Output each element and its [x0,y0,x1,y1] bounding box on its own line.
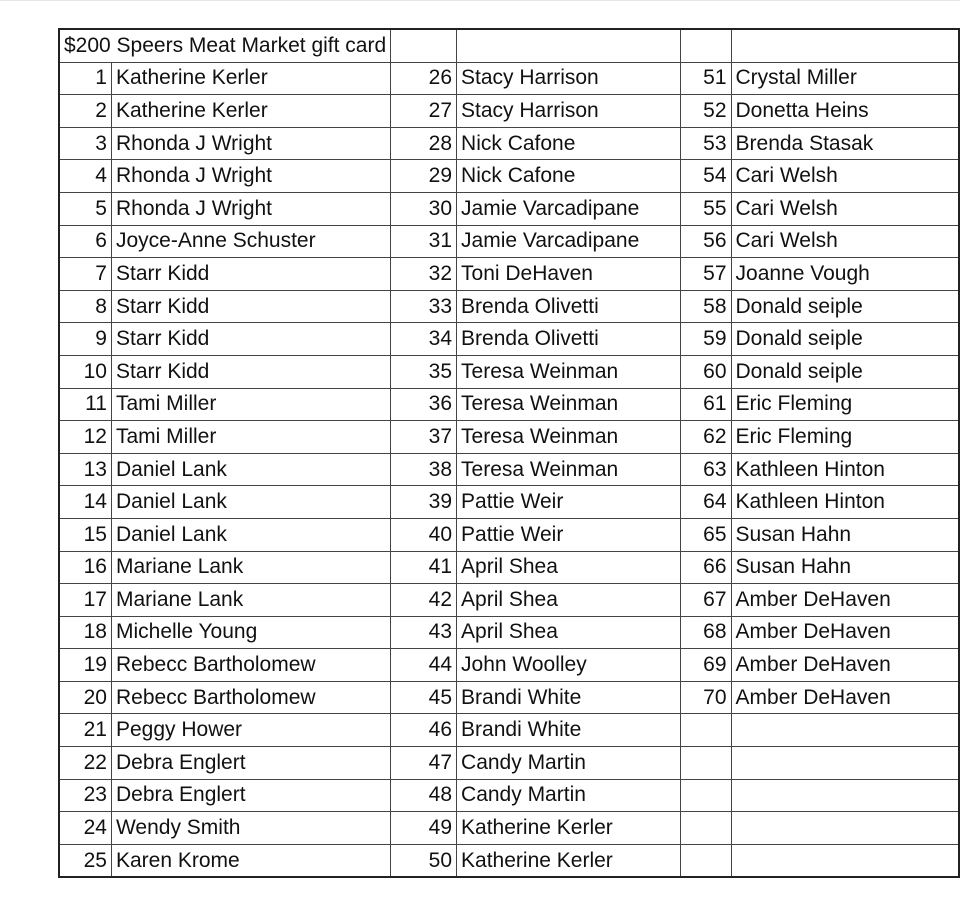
table-row [59,127,959,160]
entry-name: Brenda Olivetti [457,323,681,356]
entry-name: Kathleen Hinton [731,453,959,486]
entry-name: Joanne Vough [731,258,959,291]
empty-cell [680,779,731,812]
entry-number: 44 [391,649,457,682]
entry-number: 56 [680,225,731,258]
table-row [59,486,959,519]
entry-number: 52 [680,95,731,128]
entry-number: 12 [59,421,111,454]
entry-name: Amber DeHaven [731,649,959,682]
entry-number: 63 [680,453,731,486]
entry-number: 59 [680,323,731,356]
entry-number: 68 [680,616,731,649]
entry-number: 6 [59,225,111,258]
table-row [59,747,959,780]
entry-number: 43 [391,616,457,649]
entry-number: 39 [391,486,457,519]
entry-number: 66 [680,551,731,584]
entry-number: 36 [391,388,457,421]
entry-number: 40 [391,518,457,551]
table-row [59,812,959,845]
title-row [59,29,959,62]
table-row [59,551,959,584]
top-divider [0,0,960,1]
entry-name: Stacy Harrison [457,62,681,95]
entry-number: 51 [680,62,731,95]
entry-name: Teresa Weinman [457,388,681,421]
entry-number: 70 [680,681,731,714]
table-row [59,290,959,323]
entry-number: 57 [680,258,731,291]
table-row [59,518,959,551]
entry-number: 65 [680,518,731,551]
sheet-title: $200 Speers Meat Market gift card [59,29,391,62]
entry-name: Karen Krome [111,844,390,877]
table-row [59,62,959,95]
entry-name: Debra Englert [111,779,390,812]
entry-number: 31 [391,225,457,258]
table-row [59,714,959,747]
entry-number: 3 [59,127,111,160]
table-row [59,681,959,714]
entry-number: 27 [391,95,457,128]
entry-number: 2 [59,95,111,128]
entry-name: John Woolley [457,649,681,682]
entry-number: 55 [680,192,731,225]
entry-number: 58 [680,290,731,323]
entry-number: 62 [680,421,731,454]
entry-name: Tami Miller [111,388,390,421]
table-row [59,323,959,356]
empty-cell [680,714,731,747]
entry-name: Mariane Lank [111,551,390,584]
entry-name: Donetta Heins [731,95,959,128]
table-row [59,584,959,617]
entry-number: 10 [59,355,111,388]
entry-number: 46 [391,714,457,747]
entry-number: 32 [391,258,457,291]
entry-number: 26 [391,62,457,95]
entry-number: 11 [59,388,111,421]
entry-name: Cari Welsh [731,192,959,225]
entry-name: Stacy Harrison [457,95,681,128]
empty-cell [731,747,959,780]
entry-number: 61 [680,388,731,421]
entry-name: Cari Welsh [731,225,959,258]
entry-name: Teresa Weinman [457,421,681,454]
table-row [59,95,959,128]
entry-number: 18 [59,616,111,649]
entry-name: Pattie Weir [457,486,681,519]
entry-number: 42 [391,584,457,617]
table-row [59,355,959,388]
entry-name: Debra Englert [111,747,390,780]
entry-name: Starr Kidd [111,355,390,388]
entry-name: Starr Kidd [111,258,390,291]
empty-cell [457,29,681,62]
entry-number: 7 [59,258,111,291]
entry-name: Nick Cafone [457,127,681,160]
entry-name: Kathleen Hinton [731,486,959,519]
entry-name: Donald seiple [731,355,959,388]
entry-name: Pattie Weir [457,518,681,551]
entry-number: 67 [680,584,731,617]
entry-name: Starr Kidd [111,290,390,323]
entry-number: 24 [59,812,111,845]
empty-cell [680,812,731,845]
entry-name: April Shea [457,616,681,649]
entry-number: 23 [59,779,111,812]
entry-number: 25 [59,844,111,877]
gift-card-entry-sheet [58,28,960,878]
entry-name: Mariane Lank [111,584,390,617]
entry-name: Toni DeHaven [457,258,681,291]
entry-number: 9 [59,323,111,356]
entry-number: 54 [680,160,731,193]
entry-name: Teresa Weinman [457,355,681,388]
empty-cell [731,844,959,877]
entry-name: Michelle Young [111,616,390,649]
entry-name: Brandi White [457,714,681,747]
entry-name: Jamie Varcadipane [457,225,681,258]
empty-cell [731,812,959,845]
entry-number: 33 [391,290,457,323]
entry-name: Rhonda J Wright [111,160,390,193]
entry-name: Donald seiple [731,323,959,356]
entry-number: 37 [391,421,457,454]
table-row [59,258,959,291]
entry-number: 38 [391,453,457,486]
entry-name: Teresa Weinman [457,453,681,486]
entry-name: Crystal Miller [731,62,959,95]
entry-name: Rhonda J Wright [111,192,390,225]
entry-name: Daniel Lank [111,518,390,551]
entry-name: Donald seiple [731,290,959,323]
entry-name: Amber DeHaven [731,616,959,649]
entry-name: Rebecc Bartholomew [111,681,390,714]
entry-number: 35 [391,355,457,388]
entry-name: Katherine Kerler [457,812,681,845]
empty-cell [680,747,731,780]
entry-number: 34 [391,323,457,356]
entry-number: 53 [680,127,731,160]
entry-number: 29 [391,160,457,193]
entry-number: 15 [59,518,111,551]
entry-number: 28 [391,127,457,160]
entry-number: 30 [391,192,457,225]
entry-number: 20 [59,681,111,714]
table-row [59,388,959,421]
entry-name: Amber DeHaven [731,681,959,714]
entry-name: Susan Hahn [731,551,959,584]
entry-number: 19 [59,649,111,682]
entry-name: Jamie Varcadipane [457,192,681,225]
entry-number: 17 [59,584,111,617]
table-row [59,844,959,877]
entry-number: 22 [59,747,111,780]
entry-name: Katherine Kerler [457,844,681,877]
entry-number: 21 [59,714,111,747]
entry-number: 50 [391,844,457,877]
entry-name: Cari Welsh [731,160,959,193]
entry-name: Rebecc Bartholomew [111,649,390,682]
entry-name: Candy Martin [457,747,681,780]
table-row [59,649,959,682]
table-row [59,160,959,193]
entry-number: 14 [59,486,111,519]
entry-name: Nick Cafone [457,160,681,193]
empty-cell [680,844,731,877]
entry-number: 8 [59,290,111,323]
empty-cell [731,779,959,812]
empty-cell [731,714,959,747]
entry-name: Candy Martin [457,779,681,812]
entry-name: Wendy Smith [111,812,390,845]
entry-number: 4 [59,160,111,193]
entry-name: April Shea [457,584,681,617]
table-row [59,616,959,649]
entry-name: Katherine Kerler [111,62,390,95]
entry-name: Starr Kidd [111,323,390,356]
entry-name: Brenda Olivetti [457,290,681,323]
entry-number: 1 [59,62,111,95]
entry-number: 48 [391,779,457,812]
entry-number: 69 [680,649,731,682]
entry-number: 49 [391,812,457,845]
entry-name: Eric Fleming [731,388,959,421]
table-row [59,453,959,486]
sheet-body [59,29,959,877]
entry-name: Daniel Lank [111,486,390,519]
entry-name: Amber DeHaven [731,584,959,617]
entry-name: Daniel Lank [111,453,390,486]
entry-name: Katherine Kerler [111,95,390,128]
entry-name: Susan Hahn [731,518,959,551]
entry-name: Peggy Hower [111,714,390,747]
table-row [59,225,959,258]
entry-name: Brenda Stasak [731,127,959,160]
entry-name: Joyce-Anne Schuster [111,225,390,258]
empty-cell [680,29,731,62]
entry-number: 5 [59,192,111,225]
table-row [59,192,959,225]
entry-number: 41 [391,551,457,584]
entry-number: 16 [59,551,111,584]
entry-name: Tami Miller [111,421,390,454]
entry-name: Rhonda J Wright [111,127,390,160]
entry-name: Brandi White [457,681,681,714]
entry-name: April Shea [457,551,681,584]
entry-number: 64 [680,486,731,519]
empty-cell [391,29,457,62]
table-row [59,779,959,812]
entry-name: Eric Fleming [731,421,959,454]
table-row [59,421,959,454]
entry-number: 60 [680,355,731,388]
entry-number: 13 [59,453,111,486]
entry-number: 47 [391,747,457,780]
entry-number: 45 [391,681,457,714]
empty-cell [731,29,959,62]
